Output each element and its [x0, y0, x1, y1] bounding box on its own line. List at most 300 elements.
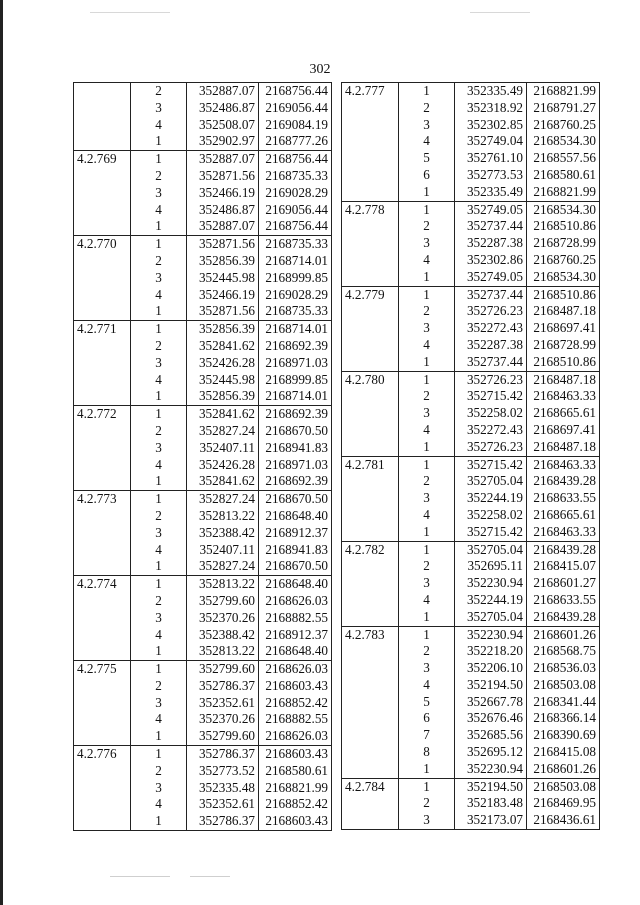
- x-coordinate-cell: 352445.98: [187, 270, 259, 287]
- table-row: [74, 491, 332, 508]
- parcel-id-cell: [342, 100, 399, 117]
- parcel-id-cell: [342, 303, 399, 320]
- point-number-cell: 4: [399, 422, 455, 439]
- table-row: [342, 677, 600, 694]
- x-coordinate-cell: 352871.56: [187, 236, 259, 253]
- point-number-cell: 1: [131, 643, 187, 660]
- y-coordinate-cell: 2168670.50: [259, 423, 332, 440]
- y-coordinate-cell: 2168601.26: [527, 626, 600, 643]
- y-coordinate-cell: 2169056.44: [259, 202, 332, 219]
- y-coordinate-cell: 2168665.61: [527, 507, 600, 524]
- point-number-cell: 3: [131, 610, 187, 627]
- x-coordinate-cell: 352407.11: [187, 542, 259, 559]
- point-number-cell: 3: [399, 575, 455, 592]
- x-coordinate-cell: 352786.37: [187, 746, 259, 763]
- point-number-cell: 4: [131, 457, 187, 474]
- x-coordinate-cell: 352773.52: [187, 763, 259, 780]
- x-coordinate-cell: 352799.60: [187, 728, 259, 745]
- point-number-cell: 3: [131, 525, 187, 542]
- y-coordinate-cell: 2168626.03: [259, 593, 332, 610]
- table-row: [342, 303, 600, 320]
- parcel-id-cell: [74, 796, 131, 813]
- point-number-cell: 3: [399, 812, 455, 829]
- y-coordinate-cell: 2169056.44: [259, 100, 332, 117]
- point-number-cell: 2: [399, 643, 455, 660]
- parcel-id-cell: [74, 83, 131, 100]
- table-row: [342, 388, 600, 405]
- point-number-cell: 1: [399, 761, 455, 778]
- parcel-id-cell: [74, 542, 131, 559]
- table-row: [74, 711, 332, 728]
- table-row: [342, 524, 600, 541]
- y-coordinate-cell: 2168756.44: [259, 151, 332, 168]
- y-coordinate-cell: 2168791.27: [527, 100, 600, 117]
- x-coordinate-cell: 352715.42: [455, 388, 527, 405]
- point-number-cell: 7: [399, 727, 455, 744]
- parcel-id-cell: [342, 150, 399, 167]
- y-coordinate-cell: 2168760.25: [527, 117, 600, 134]
- parcel-id-cell: [74, 168, 131, 185]
- parcel-id-cell: [342, 252, 399, 269]
- table-row: [342, 744, 600, 761]
- x-coordinate-cell: 352841.62: [187, 338, 259, 355]
- point-number-cell: 4: [399, 337, 455, 354]
- table-row: [342, 100, 600, 117]
- point-number-cell: 3: [399, 235, 455, 252]
- point-number-cell: 4: [399, 677, 455, 694]
- parcel-id-cell: [342, 592, 399, 609]
- y-coordinate-cell: 2168463.33: [527, 524, 600, 541]
- y-coordinate-cell: 2168568.75: [527, 643, 600, 660]
- x-coordinate-cell: 352705.04: [455, 473, 527, 490]
- parcel-id-cell: [74, 423, 131, 440]
- y-coordinate-cell: 2168648.40: [259, 508, 332, 525]
- x-coordinate-cell: 352335.49: [455, 184, 527, 201]
- y-coordinate-cell: 2168821.99: [259, 780, 332, 797]
- table-row: [342, 133, 600, 150]
- parcel-id-cell: [342, 558, 399, 575]
- point-number-cell: 1: [399, 626, 455, 643]
- table-row: [342, 354, 600, 371]
- x-coordinate-cell: 352335.49: [455, 83, 527, 100]
- table-row: [74, 746, 332, 763]
- x-coordinate-cell: 352726.23: [455, 303, 527, 320]
- y-coordinate-cell: 2168999.85: [259, 372, 332, 389]
- parcel-id-cell: [74, 100, 131, 117]
- point-number-cell: 1: [131, 813, 187, 830]
- table-row: [342, 812, 600, 829]
- parcel-id-cell: [74, 558, 131, 575]
- table-row: [74, 202, 332, 219]
- y-coordinate-cell: 2168728.99: [527, 337, 600, 354]
- y-coordinate-cell: 2168463.33: [527, 388, 600, 405]
- parcel-id-cell: [74, 695, 131, 712]
- table-row: [342, 150, 600, 167]
- point-number-cell: 2: [399, 303, 455, 320]
- y-coordinate-cell: 2169028.29: [259, 287, 332, 304]
- y-coordinate-cell: 2168777.26: [259, 133, 332, 150]
- x-coordinate-cell: 352705.04: [455, 609, 527, 626]
- x-coordinate-cell: 352786.37: [187, 813, 259, 830]
- x-coordinate-cell: 352761.10: [455, 150, 527, 167]
- x-coordinate-cell: 352749.04: [455, 133, 527, 150]
- coordinates-table-right: [341, 82, 600, 830]
- point-number-cell: 3: [399, 117, 455, 134]
- y-coordinate-cell: 2168603.43: [259, 746, 332, 763]
- table-row: [74, 151, 332, 168]
- x-coordinate-cell: 352813.22: [187, 576, 259, 593]
- parcel-id-cell: [342, 575, 399, 592]
- x-coordinate-cell: 352726.23: [455, 439, 527, 456]
- point-number-cell: 4: [399, 133, 455, 150]
- table-row: [74, 627, 332, 644]
- table-row: [74, 593, 332, 610]
- table-row: [342, 184, 600, 201]
- x-coordinate-cell: 352486.87: [187, 100, 259, 117]
- x-coordinate-cell: 352272.43: [455, 320, 527, 337]
- y-coordinate-cell: 2168390.69: [527, 727, 600, 744]
- point-number-cell: 1: [399, 269, 455, 286]
- table-row: [342, 795, 600, 812]
- y-coordinate-cell: 2168756.44: [259, 83, 332, 100]
- table-row: [342, 456, 600, 473]
- point-number-cell: 4: [131, 627, 187, 644]
- x-coordinate-cell: 352799.60: [187, 661, 259, 678]
- table-row: [74, 372, 332, 389]
- y-coordinate-cell: 2168439.28: [527, 609, 600, 626]
- x-coordinate-cell: 352370.26: [187, 711, 259, 728]
- parcel-id-cell: 4.2.784: [342, 778, 399, 795]
- x-coordinate-cell: 352272.43: [455, 422, 527, 439]
- point-number-cell: 1: [131, 406, 187, 423]
- y-coordinate-cell: 2168941.83: [259, 542, 332, 559]
- parcel-id-cell: [342, 354, 399, 371]
- parcel-id-cell: [74, 627, 131, 644]
- point-number-cell: 1: [399, 456, 455, 473]
- point-number-cell: 3: [399, 320, 455, 337]
- x-coordinate-cell: 352856.39: [187, 321, 259, 338]
- parcel-id-cell: [342, 133, 399, 150]
- y-coordinate-cell: 2169028.29: [259, 185, 332, 202]
- y-coordinate-cell: 2168341.44: [527, 694, 600, 711]
- table-row: [342, 507, 600, 524]
- table-row: [74, 728, 332, 745]
- x-coordinate-cell: 352887.07: [187, 83, 259, 100]
- y-coordinate-cell: 2168670.50: [259, 491, 332, 508]
- table-row: [74, 643, 332, 660]
- point-number-cell: 2: [399, 795, 455, 812]
- point-number-cell: 2: [131, 168, 187, 185]
- parcel-id-cell: 4.2.782: [342, 541, 399, 558]
- y-coordinate-cell: 2168487.18: [527, 371, 600, 388]
- x-coordinate-cell: 352244.19: [455, 490, 527, 507]
- parcel-id-cell: [342, 388, 399, 405]
- parcel-id-cell: [74, 133, 131, 150]
- parcel-id-cell: 4.2.772: [74, 406, 131, 423]
- y-coordinate-cell: 2168912.37: [259, 627, 332, 644]
- parcel-id-cell: [342, 269, 399, 286]
- table-row: [74, 695, 332, 712]
- parcel-id-cell: [74, 473, 131, 490]
- point-number-cell: 3: [399, 660, 455, 677]
- table-row: [74, 678, 332, 695]
- parcel-id-cell: 4.2.773: [74, 491, 131, 508]
- table-row: [74, 185, 332, 202]
- point-number-cell: 3: [131, 440, 187, 457]
- table-row: [342, 269, 600, 286]
- parcel-id-cell: 4.2.770: [74, 236, 131, 253]
- table-row: [74, 168, 332, 185]
- page-number: 302: [309, 62, 331, 77]
- y-coordinate-cell: 2168999.85: [259, 270, 332, 287]
- point-number-cell: 6: [399, 710, 455, 727]
- point-number-cell: 4: [131, 202, 187, 219]
- table-row: [342, 660, 600, 677]
- point-number-cell: 4: [131, 372, 187, 389]
- parcel-id-cell: [74, 780, 131, 797]
- parcel-id-cell: [342, 184, 399, 201]
- table-row: [342, 643, 600, 660]
- y-coordinate-cell: 2168510.86: [527, 354, 600, 371]
- x-coordinate-cell: 352388.42: [187, 525, 259, 542]
- table-row: [342, 337, 600, 354]
- parcel-id-cell: 4.2.769: [74, 151, 131, 168]
- x-coordinate-cell: 352715.42: [455, 524, 527, 541]
- table-row: [342, 201, 600, 218]
- table-row: [342, 218, 600, 235]
- y-coordinate-cell: 2168463.33: [527, 456, 600, 473]
- scan-mark-bottom: [110, 876, 170, 877]
- point-number-cell: 1: [131, 151, 187, 168]
- x-coordinate-cell: 352695.12: [455, 744, 527, 761]
- point-number-cell: 1: [131, 133, 187, 150]
- table-row: [74, 457, 332, 474]
- parcel-id-cell: [342, 609, 399, 626]
- table-row: [342, 405, 600, 422]
- parcel-id-cell: [342, 490, 399, 507]
- parcel-id-cell: [74, 338, 131, 355]
- table-row: [342, 710, 600, 727]
- x-coordinate-cell: 352445.98: [187, 372, 259, 389]
- parcel-id-cell: [342, 337, 399, 354]
- point-number-cell: 1: [399, 778, 455, 795]
- table-row: [74, 355, 332, 372]
- table-row: [74, 423, 332, 440]
- parcel-id-cell: [74, 457, 131, 474]
- y-coordinate-cell: 2168714.01: [259, 253, 332, 270]
- y-coordinate-cell: 2168852.42: [259, 796, 332, 813]
- y-coordinate-cell: 2168510.86: [527, 286, 600, 303]
- table-row: [74, 236, 332, 253]
- parcel-id-cell: 4.2.771: [74, 321, 131, 338]
- parcel-id-cell: [342, 727, 399, 744]
- y-coordinate-cell: 2168670.50: [259, 558, 332, 575]
- parcel-id-cell: [74, 202, 131, 219]
- table-row: [342, 439, 600, 456]
- x-coordinate-cell: 352244.19: [455, 592, 527, 609]
- x-coordinate-cell: 352749.05: [455, 269, 527, 286]
- point-number-cell: 3: [131, 100, 187, 117]
- parcel-id-cell: [342, 117, 399, 134]
- parcel-id-cell: 4.2.779: [342, 286, 399, 303]
- x-coordinate-cell: 352737.44: [455, 354, 527, 371]
- point-number-cell: 8: [399, 744, 455, 761]
- x-coordinate-cell: 352183.48: [455, 795, 527, 812]
- point-number-cell: 1: [131, 746, 187, 763]
- point-number-cell: 2: [131, 253, 187, 270]
- table-row: [342, 575, 600, 592]
- y-coordinate-cell: 2168534.30: [527, 269, 600, 286]
- parcel-id-cell: [74, 372, 131, 389]
- x-coordinate-cell: 352258.02: [455, 405, 527, 422]
- coordinates-table-left: [73, 82, 332, 831]
- parcel-id-cell: [74, 117, 131, 134]
- parcel-id-cell: 4.2.778: [342, 201, 399, 218]
- point-number-cell: 1: [399, 439, 455, 456]
- y-coordinate-cell: 2168436.61: [527, 812, 600, 829]
- y-coordinate-cell: 2168439.28: [527, 473, 600, 490]
- parcel-id-cell: [342, 524, 399, 541]
- point-number-cell: 2: [399, 558, 455, 575]
- x-coordinate-cell: 352827.24: [187, 558, 259, 575]
- y-coordinate-cell: 2168487.18: [527, 303, 600, 320]
- parcel-id-cell: [342, 710, 399, 727]
- parcel-id-cell: [342, 643, 399, 660]
- point-number-cell: 2: [131, 338, 187, 355]
- x-coordinate-cell: 352737.44: [455, 218, 527, 235]
- x-coordinate-cell: 352508.07: [187, 117, 259, 134]
- point-number-cell: 2: [131, 423, 187, 440]
- table-row: [74, 763, 332, 780]
- point-number-cell: 1: [131, 321, 187, 338]
- table-row: [342, 541, 600, 558]
- y-coordinate-cell: 2168882.55: [259, 610, 332, 627]
- parcel-id-cell: [342, 218, 399, 235]
- page-binding-edge: [0, 0, 3, 905]
- parcel-id-cell: [342, 167, 399, 184]
- x-coordinate-cell: 352388.42: [187, 627, 259, 644]
- parcel-id-cell: 4.2.777: [342, 83, 399, 100]
- point-number-cell: 4: [131, 542, 187, 559]
- y-coordinate-cell: 2168665.61: [527, 405, 600, 422]
- table-row: [74, 303, 332, 320]
- x-coordinate-cell: 352173.07: [455, 812, 527, 829]
- x-coordinate-cell: 352486.87: [187, 202, 259, 219]
- y-coordinate-cell: 2168697.41: [527, 320, 600, 337]
- parcel-id-cell: [342, 660, 399, 677]
- y-coordinate-cell: 2168469.95: [527, 795, 600, 812]
- parcel-id-cell: [342, 761, 399, 778]
- point-number-cell: 1: [131, 218, 187, 235]
- point-number-cell: 1: [399, 83, 455, 100]
- point-number-cell: 5: [399, 694, 455, 711]
- table-row: [342, 252, 600, 269]
- table-row: [74, 133, 332, 150]
- y-coordinate-cell: 2168534.30: [527, 133, 600, 150]
- y-coordinate-cell: 2168415.08: [527, 744, 600, 761]
- x-coordinate-cell: 352902.97: [187, 133, 259, 150]
- y-coordinate-cell: 2168603.43: [259, 813, 332, 830]
- parcel-id-cell: [342, 507, 399, 524]
- x-coordinate-cell: 352841.62: [187, 406, 259, 423]
- table-row: [342, 778, 600, 795]
- x-coordinate-cell: 352695.11: [455, 558, 527, 575]
- y-coordinate-cell: 2168714.01: [259, 388, 332, 405]
- parcel-id-cell: [342, 744, 399, 761]
- parcel-id-cell: 4.2.776: [74, 746, 131, 763]
- parcel-id-cell: 4.2.774: [74, 576, 131, 593]
- parcel-id-cell: 4.2.783: [342, 626, 399, 643]
- x-coordinate-cell: 352426.28: [187, 355, 259, 372]
- y-coordinate-cell: 2168735.33: [259, 168, 332, 185]
- y-coordinate-cell: 2168536.03: [527, 660, 600, 677]
- x-coordinate-cell: 352749.05: [455, 201, 527, 218]
- y-coordinate-cell: 2168633.55: [527, 490, 600, 507]
- scan-mark-top: [470, 12, 530, 13]
- parcel-id-cell: [342, 694, 399, 711]
- point-number-cell: 4: [131, 796, 187, 813]
- y-coordinate-cell: 2168692.39: [259, 406, 332, 423]
- point-number-cell: 1: [399, 524, 455, 541]
- parcel-id-cell: [74, 355, 131, 372]
- x-coordinate-cell: 352218.20: [455, 643, 527, 660]
- table-row: [74, 508, 332, 525]
- x-coordinate-cell: 352887.07: [187, 218, 259, 235]
- y-coordinate-cell: 2168735.33: [259, 236, 332, 253]
- x-coordinate-cell: 352737.44: [455, 286, 527, 303]
- y-coordinate-cell: 2168760.25: [527, 252, 600, 269]
- parcel-id-cell: [342, 473, 399, 490]
- scan-mark-bottom: [190, 876, 230, 877]
- table-row: [74, 473, 332, 490]
- x-coordinate-cell: 352773.53: [455, 167, 527, 184]
- parcel-id-cell: [74, 508, 131, 525]
- y-coordinate-cell: 2168580.61: [259, 763, 332, 780]
- x-coordinate-cell: 352705.04: [455, 541, 527, 558]
- x-coordinate-cell: 352258.02: [455, 507, 527, 524]
- point-number-cell: 1: [131, 576, 187, 593]
- y-coordinate-cell: 2168487.18: [527, 439, 600, 456]
- table-row: [74, 542, 332, 559]
- point-number-cell: 2: [399, 388, 455, 405]
- x-coordinate-cell: 352676.46: [455, 710, 527, 727]
- parcel-id-cell: [342, 795, 399, 812]
- table-row: [74, 813, 332, 830]
- y-coordinate-cell: 2169084.19: [259, 117, 332, 134]
- table-row: [74, 218, 332, 235]
- point-number-cell: 4: [399, 592, 455, 609]
- x-coordinate-cell: 352194.50: [455, 778, 527, 795]
- point-number-cell: 4: [399, 252, 455, 269]
- point-number-cell: 1: [131, 303, 187, 320]
- parcel-id-cell: [74, 678, 131, 695]
- x-coordinate-cell: 352370.26: [187, 610, 259, 627]
- x-coordinate-cell: 352335.48: [187, 780, 259, 797]
- table-row: [342, 592, 600, 609]
- y-coordinate-cell: 2168633.55: [527, 592, 600, 609]
- table-row: [74, 287, 332, 304]
- point-number-cell: 2: [399, 473, 455, 490]
- y-coordinate-cell: 2168439.28: [527, 541, 600, 558]
- y-coordinate-cell: 2168510.86: [527, 218, 600, 235]
- point-number-cell: 2: [131, 678, 187, 695]
- x-coordinate-cell: 352827.24: [187, 423, 259, 440]
- parcel-id-cell: [74, 185, 131, 202]
- parcel-id-cell: [342, 422, 399, 439]
- point-number-cell: 4: [131, 287, 187, 304]
- table-row: [342, 320, 600, 337]
- y-coordinate-cell: 2168697.41: [527, 422, 600, 439]
